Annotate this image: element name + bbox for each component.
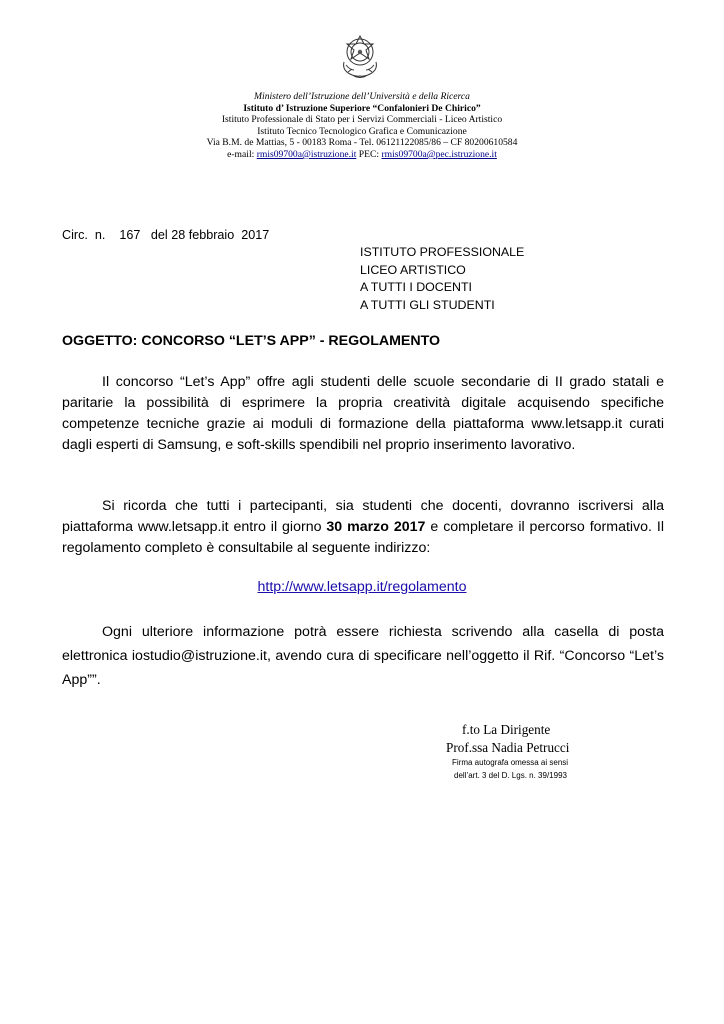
recipient: A TUTTI I DOCENTI — [360, 280, 472, 295]
paragraph-2-text-end: e completare il percorso formativo. Il regolamento completo è consultabile al seguente indirizzo: — [62, 519, 665, 556]
signature-block — [446, 721, 569, 782]
email-link[interactable]: rmis09700a@istruzione.it — [256, 148, 357, 160]
letterhead — [150, 91, 574, 161]
body-paragraph-3: Ogni ulteriore informazione potrà essere richiesta scrivendo alla casella di posta elettronica iostudio@istruzione.it, avendo cura di specificare nell’oggetto il Rif. “Concorso “Let’s App””. — [62, 624, 664, 688]
signature-name: Prof.ssa Nadia Petrucci — [446, 740, 570, 755]
recipient: ISTITUTO PROFESSIONALE — [360, 245, 525, 259]
institute-address: Via B.M. de Mattias, 5 - 00183 Roma - Tel. 06121122085/86 – CF 80200610584 — [206, 137, 518, 149]
institute-name: Istituto d’ Istruzione Superiore “Confalonieri De Chirico” — [243, 102, 481, 114]
deadline-date: 30 marzo 2017 — [326, 519, 426, 535]
circular-number: Circ. n. 167 del 28 febbraio 2017 — [62, 228, 270, 242]
body-paragraph-2 — [62, 496, 664, 559]
pec-label: PEC: — [358, 148, 380, 160]
email-label: e-mail: — [227, 148, 255, 160]
signature-title: f.to La Dirigente — [462, 722, 551, 737]
pec-link[interactable]: rmis09700a@pec.istruzione.it — [381, 148, 497, 160]
body-paragraph-1: Il concorso “Let’s App” offre agli studenti delle scuole secondarie di II grado statali e paritarie la possibilità di esprimere la propria creatività digitale acquisendo specifiche competenze tecniche grazie ai moduli di formazione della piattaforma www.letsapp.it curati dagli esperti di Samsung, e soft-skills spendibili nel proprio inserimento lavorativo. — [62, 374, 664, 453]
italian-republic-emblem-icon — [338, 32, 382, 80]
subject-line: OGGETTO: CONCORSO “LET’S APP” - REGOLAMENTO — [62, 333, 441, 349]
paragraph-2-text-start: Si ricorda che tutti i partecipanti, sia studenti che docenti, dovranno iscriversi alla piattaforma www.letsapp.it entro il giorno — [62, 498, 664, 535]
institute-line-professional: Istituto Professionale di Stato per i Servizi Commerciali - Liceo Artistico — [221, 114, 503, 126]
regulation-link-container — [0, 579, 724, 595]
recipient: LICEO ARTISTICO — [360, 262, 466, 277]
signature-note-2: dell’art. 3 del D. Lgs. n. 39/1993 — [454, 770, 567, 780]
ministry-name: Ministero dell’Istruzione dell’Università e della Ricerca — [254, 91, 470, 102]
recipient: A TUTTI GLI STUDENTI — [360, 297, 495, 312]
recipients-list — [360, 244, 524, 314]
signature-note-1: Firma autografa omessa ai sensi — [452, 758, 569, 767]
contact-line — [150, 149, 574, 161]
regulation-link[interactable]: http://www.letsapp.it/regolamento — [257, 579, 467, 595]
institute-line-technical: Istituto Tecnico Tecnologico Grafica e Comunicazione — [257, 125, 467, 137]
